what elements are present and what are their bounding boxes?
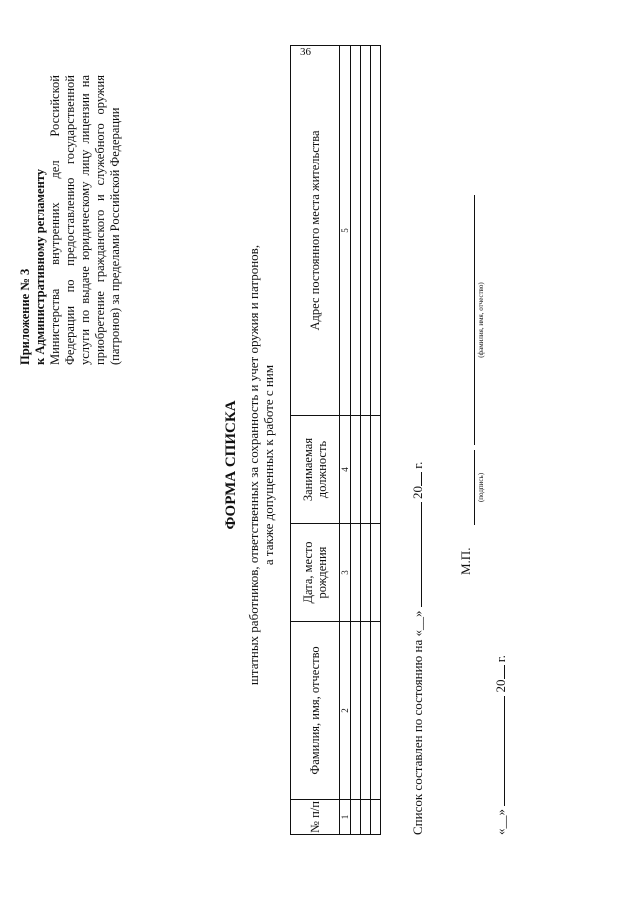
column-number-row [340,46,351,835]
date-day-blank: __ [493,815,508,829]
date-year-blank [504,666,505,680]
date-month-blank [504,696,505,806]
empty-cell [351,622,361,800]
rotated-page-content [0,25,620,905]
appendix-reference: к Административному регламенту [33,168,47,365]
date-year-suffix: г. [493,655,508,663]
signature-caption: (подпись) [477,472,485,503]
table-row [371,46,381,835]
empty-cell [371,622,381,800]
empty-cell [351,416,361,524]
date-quote-close: » [493,809,508,816]
empty-cell [351,524,361,622]
header-birth-date-place: Дата, место рождения [291,524,340,622]
stamp-place: М.П. [458,547,473,575]
table-header-row [291,46,340,835]
column-number: 3 [340,524,351,622]
empty-cell [361,46,371,416]
form-subtitle-line-1: штатных работников, ответственных за сохранность и учет оружия и патронов, [246,244,261,686]
staff-list-table [290,45,381,835]
form-subtitle [246,25,276,905]
header-position: Занимаемая должность [291,416,340,524]
empty-cell [371,416,381,524]
compiled-date-line [410,462,426,835]
column-number: 4 [340,416,351,524]
signature-line [474,450,475,525]
appendix-title: Приложение № 3 [18,268,32,365]
compiled-year-suffix: г. [410,461,425,469]
appendix-body: Министерства внутренних дел Российской Федерации по предоставлению государственной услуги по выдаче юридическому лицу лицензии на приобретение гражданского и служебного оружия (патронов) за пределами Российской Федерации [48,75,122,365]
header-full-name: Фамилия, имя, отчество [291,622,340,800]
appendix-block [18,75,123,365]
header-address: Адрес постоянного места жительства [291,46,340,416]
compiled-year-blank [421,472,422,486]
signing-date-line [493,655,509,835]
empty-cell [371,46,381,416]
date-quote-open: « [493,828,508,835]
empty-cell [361,524,371,622]
compiled-quote-close: » [410,610,425,617]
table-row [351,46,361,835]
header-number: № п/п [291,800,340,835]
column-number: 5 [340,46,351,416]
name-line [474,195,475,445]
column-number: 1 [340,800,351,835]
date-year: 20 [493,679,508,693]
table-row [361,46,371,835]
empty-cell [371,800,381,835]
empty-cell [361,416,371,524]
form-subtitle-line-2: а также допущенных к работе с ним [261,364,276,566]
column-number: 2 [340,622,351,800]
compiled-prefix: Список составлен по состоянию на « [410,630,425,835]
empty-cell [351,800,361,835]
compiled-month-blank [421,502,422,607]
compiled-day-blank: __ [410,617,425,630]
empty-cell [351,46,361,416]
empty-cell [361,622,371,800]
form-title: ФОРМА СПИСКА [223,400,239,530]
empty-cell [371,524,381,622]
name-caption: (фамилия, имя, отчество) [477,282,485,358]
empty-cell [361,800,371,835]
compiled-year: 20 [410,486,425,499]
page-number: 36 [300,46,311,58]
